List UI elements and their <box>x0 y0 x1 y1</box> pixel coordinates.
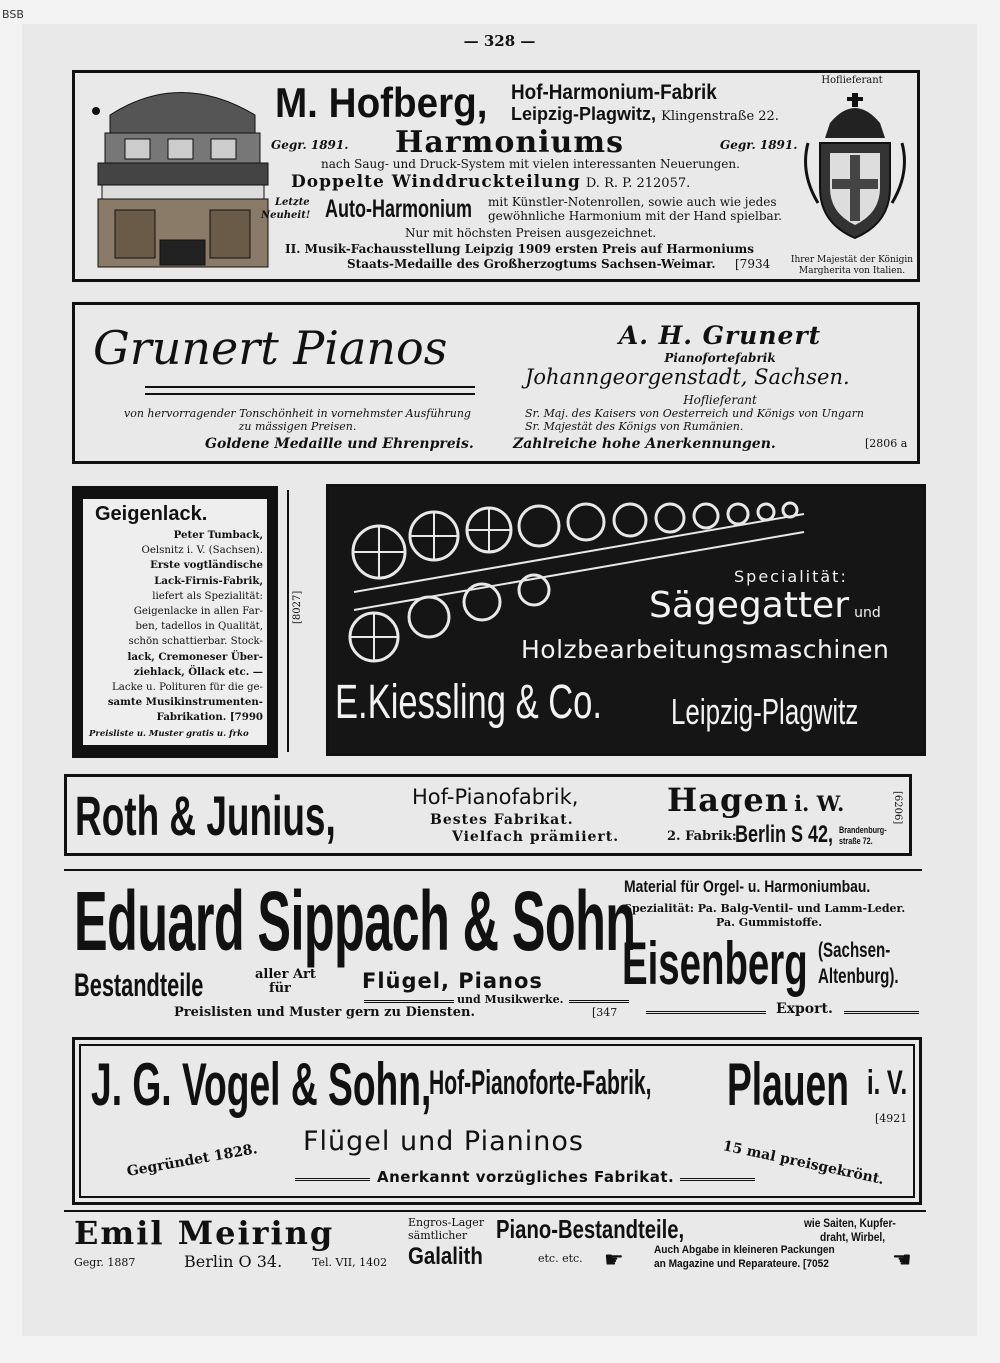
tumback-inner <box>83 499 267 745</box>
sippach-export-rule-left <box>646 1011 766 1014</box>
grunert-right1: Sr. Maj. des Kaisers von Oesterreich und Königs von Ungarn <box>525 407 864 420</box>
harmonium-illustration <box>80 75 285 275</box>
library-mark: BSB <box>2 8 24 21</box>
ad-roth <box>64 774 912 856</box>
sippach-rule-right <box>569 1000 629 1003</box>
tumback-line: schön schattierbar. Stock- <box>128 636 263 648</box>
roth-street2: straße 72. <box>839 836 873 846</box>
ad-hofberg <box>72 70 920 282</box>
grunert-underline-1 <box>145 386 475 388</box>
hofberg-auto-desc2: gewöhnliche Harmonium mit der Hand spielbar. <box>488 209 782 223</box>
hofberg-praise: Nur mit höchsten Preisen ausgezeichnet. <box>405 226 657 240</box>
roth-city-group <box>667 781 844 819</box>
grunert-right2: Sr. Majestät des Königs von Rumänien. <box>525 420 744 433</box>
vogel-iv: i. V. <box>867 1064 908 1102</box>
sippach-city: Eisenberg <box>622 930 808 997</box>
grunert-logo: Grunert Pianos <box>93 321 448 375</box>
tumback-line: ziehlack, Öllack etc. — <box>133 665 263 678</box>
tumback-line: ben, tadellos in Qualität, <box>135 621 263 633</box>
roth-brand: Roth & Junius, <box>75 784 336 847</box>
tumback-line: liefert als Spezialität: <box>152 590 263 602</box>
kiessling-specialitaet: Specialität: <box>734 567 848 586</box>
grunert-underline-2 <box>145 393 475 395</box>
ad-sippach <box>64 869 922 1029</box>
sippach-export-rule-right <box>844 1011 919 1014</box>
hofberg-neuheit: Neuheit! <box>261 210 311 221</box>
ad-vogel <box>72 1037 922 1205</box>
sippach-und-musik: und Musikwerke. <box>457 993 564 1006</box>
hofberg-feature-line <box>291 172 690 192</box>
sippach-state1: (Sachsen- <box>818 939 891 962</box>
tumback-side-code: [8027] <box>292 590 303 624</box>
page-number: — 328 — <box>463 32 536 50</box>
kiessling-line2: Holzbearbeitungsmaschinen <box>521 635 890 664</box>
column-divider <box>287 490 289 752</box>
pointing-hand-left-icon: ☛ <box>604 1248 624 1273</box>
tumback-line: lack, Cremoneser Über- <box>127 650 263 663</box>
kiessling-line1-group <box>649 585 881 626</box>
roth-code: [6206] <box>892 791 903 825</box>
ad-grunert <box>72 302 920 464</box>
hofberg-code: [7934 <box>735 257 771 271</box>
roth-berlin: Berlin S 42, <box>735 821 834 848</box>
kiessling-und: und <box>854 605 881 621</box>
tumback-line: Lack-Firnis-Fabrik, <box>154 574 263 587</box>
hofberg-line1: Hof-Harmonium-Fabrik <box>511 81 717 104</box>
vogel-rule-right <box>680 1178 755 1181</box>
meiring-extra1: wie Saiten, Kupfer- <box>804 1216 896 1230</box>
grunert-left2: zu mässigen Preisen. <box>238 420 357 433</box>
hofberg-auto-desc1: mit Künstler-Notenrollen, sowie auch wie jedes <box>488 195 777 209</box>
royal-crest-icon <box>800 93 910 243</box>
tumback-footer: Preisliste u. Muster gratis u. frko <box>89 729 249 739</box>
meiring-name: Emil Meiring <box>74 1214 335 1252</box>
vogel-city: Plauen <box>727 1051 849 1118</box>
vogel-products: Flügel und Pianinos <box>303 1126 584 1157</box>
hofberg-patent: D. R. P. 212057. <box>585 176 691 191</box>
tumback-line: Fabrikation. [7990 <box>156 711 263 724</box>
hofberg-hoflieferant: Hoflieferant <box>821 75 883 86</box>
vogel-founded: Gegründet 1828. <box>125 1141 259 1180</box>
tumback-title: Geigenlack. <box>95 503 208 525</box>
ad-tumback <box>72 486 278 758</box>
grunert-left1: von hervorragender Tonschönheit in vornehmster Ausführung <box>124 407 471 420</box>
sippach-brand: Eduard Sippach & Sohn <box>74 874 636 968</box>
sippach-bestand: Bestandteile <box>74 967 204 1003</box>
sippach-code: [347 <box>592 1006 618 1019</box>
meiring-extra2: draht, Wirbel, <box>820 1230 886 1244</box>
roth-best: Bestes Fabrikat. <box>430 812 574 828</box>
hofberg-queen1: Ihrer Majestät der Königin <box>790 255 914 265</box>
vogel-brand: J. G. Vogel & Sohn, <box>91 1051 432 1118</box>
tumback-line: Peter Tumback, <box>173 529 263 541</box>
vogel-hof: Hof-Pianoforte-Fabrik, <box>429 1064 652 1102</box>
sippach-preis: Preislisten und Muster gern zu Diensten. <box>174 1005 475 1020</box>
sippach-material: Material für Orgel- u. Harmoniumbau. <box>624 877 871 896</box>
meiring-gegr: Gegr. 1887 <box>74 1256 136 1269</box>
roth-street1: Brandenburg- <box>839 825 887 835</box>
hofberg-award1: II. Musik-Fachausstellung Leipzig 1909 ersten Preis auf Harmoniums <box>285 242 754 256</box>
hofberg-award2: Staats-Medaille des Großherzogtums Sachsen-Weimar. <box>347 257 716 271</box>
grunert-name: A. H. Grunert <box>618 321 822 350</box>
tumback-line: Lacke u. Polituren für die ge- <box>112 682 263 694</box>
meiring-etc: etc. etc. <box>538 1252 583 1265</box>
meiring-tel: Tel. VII, 1402 <box>312 1256 388 1269</box>
roth-vielfach: Vielfach prämiiert. <box>452 829 620 845</box>
grunert-medal: Goldene Medaille und Ehrenpreis. <box>205 436 474 452</box>
kiessling-brand: E.Kiessling & Co. <box>335 676 602 729</box>
grunert-hoflieferant: Hoflieferant <box>683 393 757 407</box>
sippach-spez1: Spezialität: Pa. Balg-Ventil- und Lamm-Leder. <box>624 902 906 915</box>
meiring-product: Piano-Bestandteile, <box>496 1214 685 1244</box>
hofberg-gegr-left: Gegr. 1891. <box>271 138 349 152</box>
roth-city: Hagen <box>667 781 789 819</box>
vogel-recognized: Anerkannt vorzügliches Fabrikat. <box>377 1168 675 1186</box>
sippach-products: Flügel, Pianos <box>362 969 543 993</box>
tumback-line: samte Musikinstrumenten- <box>107 696 263 709</box>
tumback-line: Geigenlacke in allen Far- <box>133 606 263 618</box>
tumback-line: Erste vogtländische <box>150 559 263 572</box>
roth-fabrik2: 2. Fabrik: <box>667 829 737 844</box>
ad-kiessling <box>326 484 926 756</box>
sippach-fuer: für <box>269 981 291 996</box>
kiessling-city: Leipzig-Plagwitz <box>671 691 859 732</box>
meiring-engros2: sämtlicher <box>408 1229 468 1242</box>
pointing-hand-right-icon: ☛ <box>892 1248 912 1273</box>
vogel-code: [4921 <box>875 1112 908 1125</box>
tumback-lines <box>87 528 263 726</box>
tumback-line: Oelsnitz i. V. (Sachsen). <box>141 545 263 557</box>
sippach-spez2: Pa. Gummistoffe. <box>716 916 823 929</box>
grunert-recognition: Zahlreiche hohe Anerkennungen. <box>513 436 776 452</box>
hofberg-street: Klingenstraße 22. <box>661 109 779 124</box>
meiring-abgabe2: an Magazine und Reparateure. [7052 <box>654 1258 829 1270</box>
hofberg-feature: Doppelte Winddruckteilung <box>291 172 581 192</box>
meiring-engros1: Engros-Lager <box>408 1216 485 1229</box>
kiessling-line1: Sägegatter <box>649 585 850 626</box>
roth-iw: i. W. <box>794 791 845 816</box>
hofberg-city: Leipzig-Plagwitz, <box>511 104 657 124</box>
hofberg-queen2: Margherita von Italien. <box>798 266 906 276</box>
hofberg-letzte: Letzte <box>275 197 310 208</box>
newspaper-page <box>22 24 977 1336</box>
sippach-state2: Altenburg). <box>818 965 899 988</box>
hofberg-system: nach Saug- und Druck-System mit vielen interessanten Neuerungen. <box>321 157 740 171</box>
hofberg-gegr-right: Gegr. 1891. <box>720 138 798 152</box>
grunert-city: Johanngeorgenstadt, Sachsen. <box>525 365 850 389</box>
vogel-rule-left <box>295 1178 370 1181</box>
hofberg-auto: Auto-Harmonium <box>325 195 472 223</box>
vogel-awards: 15 mal preisgekrönt. <box>721 1138 886 1188</box>
hofberg-product: Harmoniums <box>395 125 624 160</box>
sippach-export: Export. <box>776 1001 833 1017</box>
sippach-rule-left <box>364 1000 454 1003</box>
grunert-sub: Pianofortefabrik <box>664 351 776 365</box>
meiring-abgabe1: Auch Abgabe in kleineren Packungen <box>654 1244 835 1256</box>
roth-hof: Hof-Pianofabrik, <box>412 785 579 809</box>
grunert-code: [2806 a <box>865 437 908 450</box>
meiring-galalith: Galalith <box>408 1243 483 1270</box>
sippach-aller: aller Art <box>255 967 316 982</box>
hofberg-brand: M. Hofberg, <box>275 79 488 126</box>
meiring-city: Berlin O 34. <box>184 1252 283 1271</box>
ad-meiring <box>64 1210 926 1280</box>
hofberg-line2 <box>511 104 779 125</box>
